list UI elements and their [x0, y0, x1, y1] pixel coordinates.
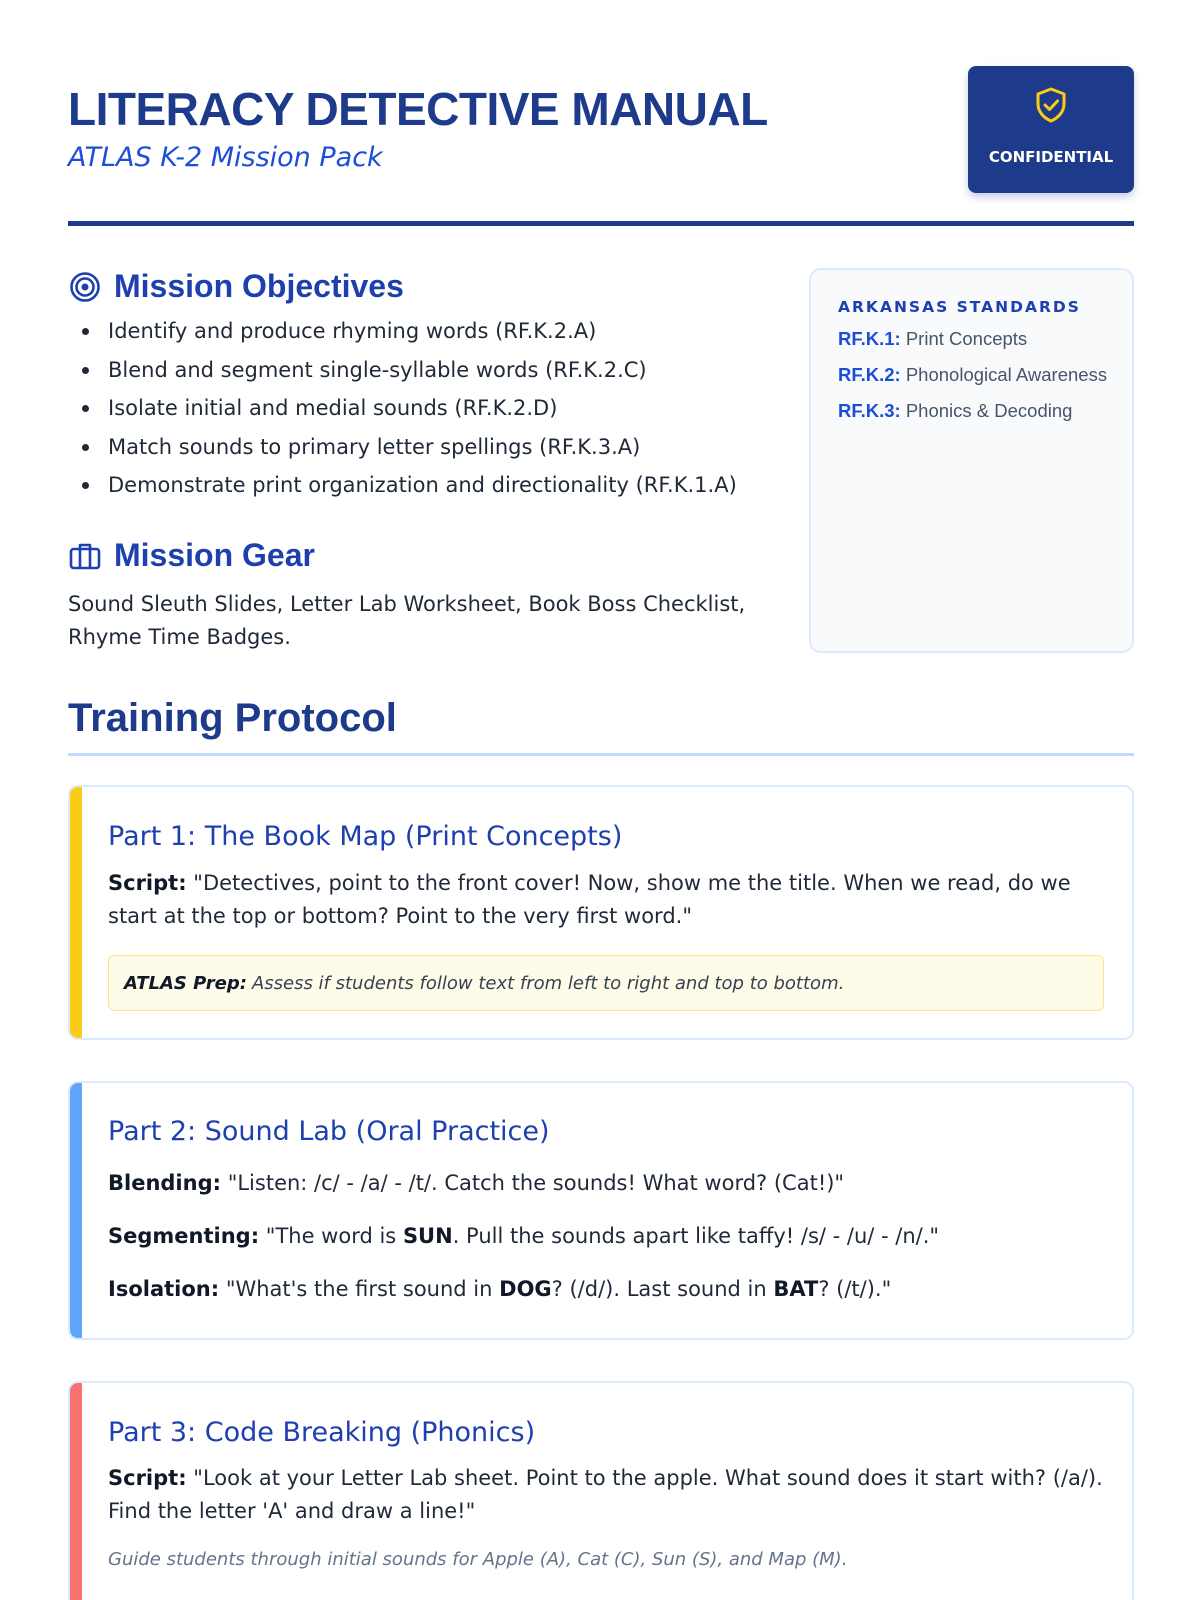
segmenting-line — [108, 1220, 1108, 1253]
part3-script — [108, 1462, 1108, 1528]
standard-label: Phonological Awareness — [905, 364, 1108, 385]
script-text: "Look at your Letter Lab sheet. Point to the apple. What sound does it start with? (/a/). Find the letter 'A' and draw a line!" — [108, 1466, 1103, 1523]
prep-label: ATLAS Prep: — [124, 972, 247, 994]
blending-text: "Listen: /c/ - /a/ - /t/. Catch the sounds! What word? (Cat!)" — [227, 1171, 845, 1195]
segmenting-label: Segmenting: — [108, 1224, 260, 1248]
objectives-heading — [68, 268, 404, 305]
badge-label: CONFIDENTIAL — [988, 148, 1114, 166]
segmenting-text-post: . Pull the sounds apart like taffy! /s/ - /u/ - /n/." — [452, 1224, 940, 1248]
protocol-title: Training Protocol — [68, 696, 397, 740]
part3-title: Part 3: Code Breaking (Phonics) — [108, 1417, 536, 1448]
standard-code: RF.K.2: — [838, 364, 901, 385]
list-item: Blend and segment single-syllable words (RF.K.2.C) — [82, 357, 782, 396]
header-divider — [68, 221, 1134, 226]
part3-accent — [70, 1383, 82, 1600]
part2-accent — [70, 1083, 82, 1338]
objectives-list — [82, 318, 782, 511]
isolation-text-post: ? (/t/)." — [818, 1277, 892, 1301]
blending-line — [108, 1167, 1108, 1200]
protocol-divider — [68, 753, 1134, 756]
script-text: "Detectives, point to the front cover! Now, show me the title. When we read, do we start at the top or bottom? Point to the very first word." — [108, 871, 1071, 928]
isolation-text-pre: "What's the first sound in — [225, 1277, 493, 1301]
isolation-line — [108, 1273, 1108, 1306]
target-icon — [68, 270, 102, 304]
isolation-label: Isolation: — [108, 1277, 220, 1301]
script-label: Script: — [108, 1466, 187, 1490]
segmenting-text-pre: "The word is — [265, 1224, 397, 1248]
isolation-text-mid: ? (/d/). Last sound in — [551, 1277, 767, 1301]
guide-note: Guide students through initial sounds for Apple (A), Cat (C), Sun (S), and Map (M). — [108, 1549, 848, 1570]
script-label: Script: — [108, 871, 187, 895]
atlas-prep-note — [108, 955, 1104, 1011]
list-item: Isolate initial and medial sounds (RF.K.2.D) — [82, 395, 782, 434]
page-title: LITERACY DETECTIVE MANUAL — [68, 83, 768, 135]
part2-title: Part 2: Sound Lab (Oral Practice) — [108, 1116, 550, 1147]
prep-text: Assess if students follow text from left to right and top to bottom. — [251, 972, 845, 994]
standard-code: RF.K.1: — [838, 328, 901, 349]
standard-item — [838, 328, 1027, 350]
standards-panel — [809, 268, 1134, 653]
confidential-badge — [968, 66, 1134, 193]
standard-item — [838, 364, 1107, 386]
isolation-word-bat: BAT — [773, 1277, 819, 1301]
blending-label: Blending: — [108, 1171, 222, 1195]
standard-label: Print Concepts — [905, 328, 1028, 349]
segmenting-word: SUN — [402, 1224, 453, 1248]
part1-card — [68, 785, 1134, 1040]
part1-accent — [70, 787, 82, 1038]
gear-heading — [68, 537, 315, 574]
page-subtitle: ATLAS K-2 Mission Pack — [68, 142, 383, 173]
gear-title: Mission Gear — [114, 537, 315, 573]
briefcase-icon — [68, 539, 102, 573]
standard-code: RF.K.3: — [838, 400, 901, 421]
page-header — [68, 66, 1134, 226]
standard-label: Phonics & Decoding — [905, 400, 1073, 421]
part1-title: Part 1: The Book Map (Print Concepts) — [108, 821, 623, 852]
shield-check-icon — [1034, 86, 1068, 124]
objectives-title: Mission Objectives — [114, 268, 404, 304]
standards-heading: ARKANSAS STANDARDS — [838, 298, 1081, 316]
manual-page — [68, 0, 1134, 1600]
list-item: Demonstrate print organization and directionality (RF.K.1.A) — [82, 472, 782, 511]
list-item: Match sounds to primary letter spellings (RF.K.3.A) — [82, 434, 782, 473]
part1-script — [108, 867, 1108, 933]
list-item: Identify and produce rhyming words (RF.K.2.A) — [82, 318, 782, 357]
gear-description: Sound Sleuth Slides, Letter Lab Worksheet, Book Boss Checklist, Rhyme Time Badges. — [68, 592, 746, 649]
standard-item — [838, 400, 1072, 422]
isolation-word-dog: DOG — [499, 1277, 552, 1301]
part2-card — [68, 1081, 1134, 1340]
part3-card — [68, 1381, 1134, 1600]
